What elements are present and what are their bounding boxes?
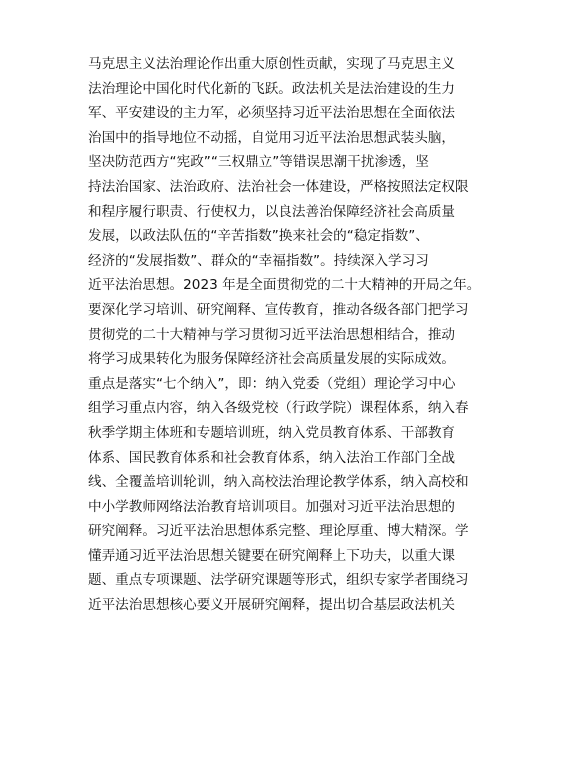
text-line: 懂弄通习近平法治思想关键要在研究阐释上下功夫，以重大课 [88, 547, 456, 564]
text-line: 中小学教师网络法治教育培训项目。加强对习近平法治思想的 [88, 498, 456, 515]
text-line: 马克思主义法治理论作出重大原创性贡献，实现了马克思主义 [88, 56, 456, 72]
text-line: 经济的“发展指数”、群众的“幸福指数”。持续深入学习习 [88, 252, 429, 269]
text-line: 坚决防范西方“宪政”“三权鼎立”等错误思潮干扰渗透，坚 [88, 154, 429, 171]
text-line: 近平法治思想。2023 年是全面贯彻党的二十大精神的开局之年。 [88, 277, 481, 294]
text-line: 研究阐释。习近平法治思想体系完整、理论厚重、博大精深。学 [88, 523, 469, 540]
text-line: 组学习重点内容，纳入各级党校（行政学院）课程体系，纳入春 [88, 400, 469, 417]
text-line: 发展，以政法队伍的“辛苦指数”换来社会的“稳定指数”、 [88, 228, 429, 245]
text-line: 治国中的指导地位不动摇，自觉用习近平法治思想武装头脑， [88, 129, 456, 146]
text-line: 题、重点专项课题、法学研究课题等形式，组织专家学者围绕习 [88, 572, 469, 589]
text-line: 贯彻党的二十大精神与学习贯彻习近平法治思想相结合，推动 [88, 326, 456, 343]
text-line: 重点是落实“七个纳入”，即：纳入党委（党组）理论学习中心 [88, 375, 456, 392]
text-line: 军、平安建设的主力军，必须坚持习近平法治思想在全面依法 [88, 105, 456, 122]
text-line: 持法治国家、法治政府、法治社会一体建设，严格按照法定权限 [88, 178, 469, 195]
text-line: 法治理论中国化时代化新的飞跃。政法机关是法治建设的生力 [88, 80, 456, 97]
text-line: 近平法治思想核心要义开展研究阐释，提出切合基层政法机关 [88, 597, 456, 614]
text-line: 秋季学期主体班和专题培训班，纳入党员教育体系、干部教育 [88, 424, 456, 441]
text-line: 将学习成果转化为服务保障经济社会高质量发展的实际成效。 [88, 351, 456, 368]
text-line: 和程序履行职责、行使权力，以良法善治保障经济社会高质量 [88, 203, 456, 220]
text-line: 体系、国民教育体系和社会教育体系，纳入法治工作部门全战 [88, 449, 456, 466]
text-line: 线、全覆盖培训轮训，纳入高校法治理论教学体系，纳入高校和 [88, 474, 469, 491]
text-line: 要深化学习培训、研究阐释、宣传教育，推动各级各部门把学习 [88, 301, 469, 318]
body-text [88, 52, 518, 618]
